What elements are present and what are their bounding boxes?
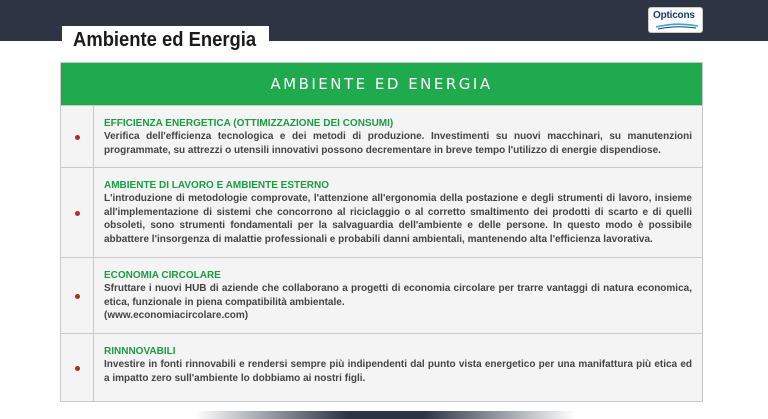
bullet-cell (61, 258, 94, 333)
bullet-icon (75, 135, 80, 140)
content-table (60, 62, 703, 402)
logo-swoosh-icon (655, 22, 699, 30)
bullet-icon (75, 366, 80, 371)
row-title: AMBIENTE DI LAVORO E AMBIENTE ESTERNO (104, 180, 330, 191)
footer-bar (195, 411, 575, 419)
page-title: Ambiente ed Energia (62, 26, 269, 54)
bullet-cell (61, 334, 94, 401)
row-title: EFFICIENZA ENERGETICA (OTTIMIZZAZIONE DEI CONSUMI) (104, 118, 394, 129)
table-heading: AMBIENTE ED ENERGIA (61, 63, 702, 105)
bullet-cell (61, 106, 94, 167)
row-text: Sfruttare i nuovi HUB di aziende che collaborano a progetti di economia circolare per trarre vantaggi di natura economica, etica, funzionale in piena compatibilità ambientale. (www.economiacircolare.com) (104, 283, 692, 321)
row-title: ECONOMIA CIRCOLARE (104, 270, 221, 281)
opticons-logo (648, 7, 703, 33)
row-text: Verifica dell'efficienza tecnologica e dei metodi di produzione. Investimenti su nuovi macchinari, su manutenzioni programmate, su attrezzi o utensili innovativi possono decrementare in breve tempo l'utilizzo di energie dispendiose. (104, 131, 692, 156)
logo-text: Opticons (653, 10, 695, 21)
row-text: L'introduzione di metodologie comprovate, l'attenzione all'ergonomia della postazione e degli strumenti di lavoro, insieme all'implementazione di sistemi che concorrono al riciclaggio o al corretto smaltimento dei prodotti di scarto e di quelli obsoleti, sono strumenti fondamentali per la salvaguardia dell'ambiente e delle persone. In questo modo è possibile abbattere l'insorgenza di malattie professionali e probabili danni ambientali, mantenendo alta l'efficienza lavorativa. (104, 193, 692, 245)
bullet-icon (75, 294, 80, 299)
row-text: Investire in fonti rinnovabili e rendersi sempre più indipendenti dal punto vista energetico per una manifattura più etica ed a impatto zero sull'ambiente lo dobbiamo ai nostri figli. (104, 359, 692, 384)
table-row (61, 105, 702, 167)
bullet-icon (75, 211, 80, 216)
bullet-cell (61, 168, 94, 257)
table-row (61, 167, 702, 257)
table-row (61, 333, 702, 401)
row-title: RINNNOVABILI (104, 346, 176, 357)
table-row (61, 257, 702, 333)
